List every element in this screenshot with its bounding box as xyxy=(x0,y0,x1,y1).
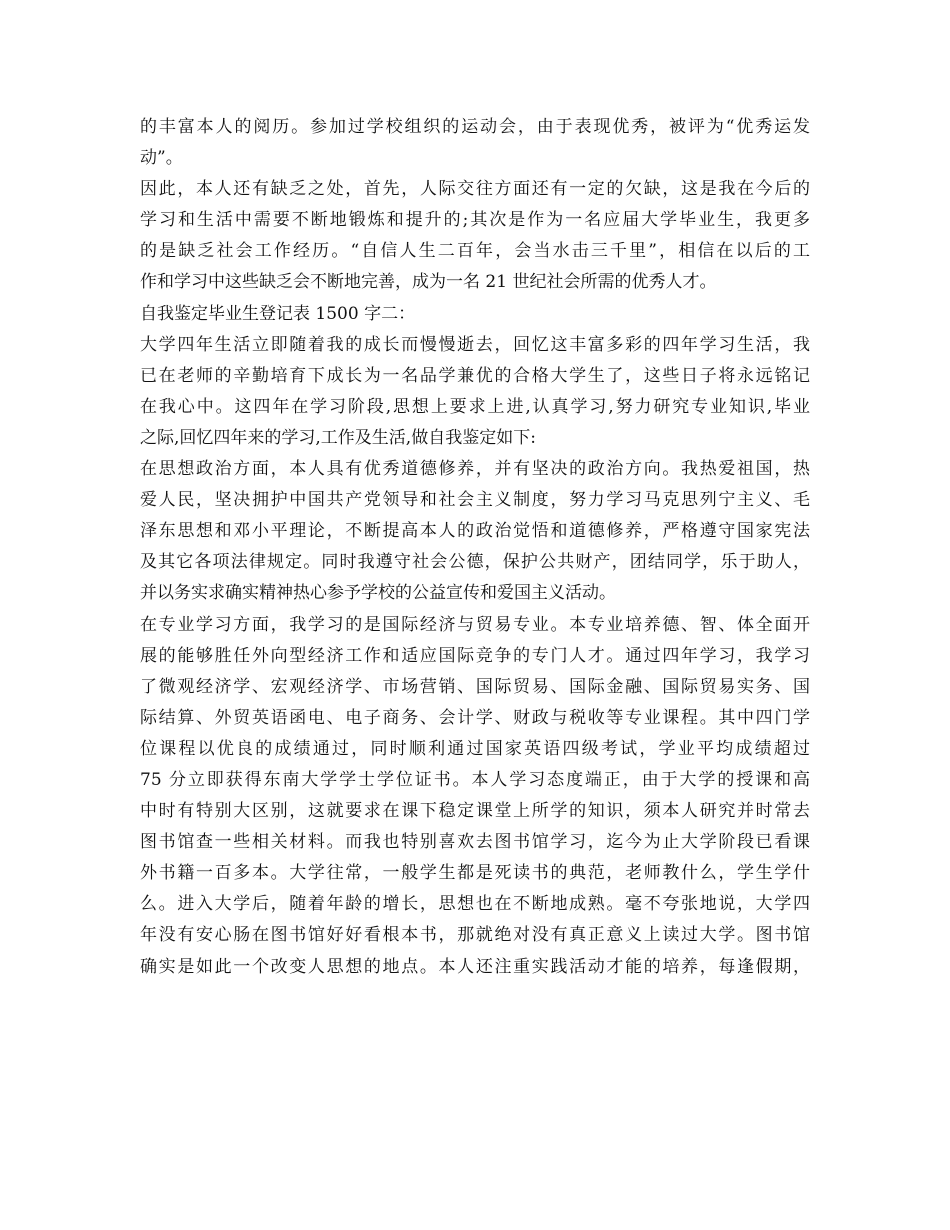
text-line: 际结算、外贸英语函电、电子商务、会计学、财政与税收等专业课程。其中四门学 xyxy=(140,707,810,728)
text-line: 自我鉴定毕业生登记表 1500 字二： xyxy=(140,303,416,324)
text-line: 学习和生活中需要不断地锻炼和提升的;其次是作为一名应届大学毕业生，我更多 xyxy=(140,210,810,231)
text-line: 在专业学习方面，我学习的是国际经济与贸易专业。本专业培养德、智、体全面开 xyxy=(140,614,810,635)
text-line: 因此，本人还有缺乏之处，首先，人际交往方面还有一定的欠缺，这是我在今后的 xyxy=(140,179,810,200)
text-line: 的丰富本人的阅历。参加过学校组织的运动会，由于表现优秀，被评为“优秀运发 xyxy=(140,117,810,137)
text-line: 展的能够胜任外向型经济工作和适应国际竞争的专门人才。通过四年学习，我学习 xyxy=(140,645,810,666)
text-line: 在思想政治方面，本人具有优秀道德修养，并有坚决的政治方向。我热爱祖国，热 xyxy=(140,459,810,480)
text-line: 爱人民，坚决拥护中国共产党领导和社会主义制度，努力学习马克思列宁主义、毛 xyxy=(140,490,810,511)
text-line: 图书馆查一些相关材料。而我也特别喜欢去图书馆学习，迄今为止大学阶段已看课 xyxy=(140,832,810,853)
text-line: 确实是如此一个改变人思想的地点。本人还注重实践活动才能的培养，每逢假期， xyxy=(140,956,810,977)
text-line: 75 分立即获得东南大学学士学位证书。本人学习态度端正，由于大学的授课和高 xyxy=(140,769,810,790)
text-line: 么。进入大学后，随着年龄的增长，思想也在不断地成熟。毫不夸张地说，大学四 xyxy=(140,894,810,915)
text-line: 年没有安心肠在图书馆好好看根本书，那就绝对没有真正意义上读过大学。图书馆 xyxy=(140,925,810,946)
text-line: 已在老师的辛勤培育下成长为一名品学兼优的合格大学生了，这些日子将永远铭记 xyxy=(140,365,810,386)
text-line: 及其它各项法律规定。同时我遵守社会公德，保护公共财产，团结同学，乐于助人， xyxy=(140,552,810,573)
text-line: 动”。 xyxy=(140,148,183,169)
text-line: 位课程以优良的成绩通过，同时顺利通过国家英语四级考试，学业平均成绩超过 xyxy=(140,738,810,759)
text-line: 泽东思想和邓小平理论，不断提高本人的政治觉悟和道德修养，严格遵守国家宪法 xyxy=(140,521,810,542)
text-line: 的是缺乏社会工作经历。“自信人生二百年，会当水击三千里”，相信在以后的工 xyxy=(140,241,810,262)
text-line: 了微观经济学、宏观经济学、市场营销、国际贸易、国际金融、国际贸易实务、国 xyxy=(140,676,810,697)
text-line: 大学四年生活立即随着我的成长而慢慢逝去，回忆这丰富多彩的四年学习生活，我 xyxy=(140,334,810,355)
text-line: 之际,回忆四年来的学习,工作及生活,做自我鉴定如下: xyxy=(140,427,536,448)
document-body-text xyxy=(140,112,810,983)
text-line: 并以务实求确实精神热心参予学校的公益宣传和爱国主义活动。 xyxy=(140,583,616,604)
text-line: 在我心中。这四年在学习阶段,思想上要求上进,认真学习,努力研究专业知识,毕业 xyxy=(140,396,810,417)
text-line: 作和学习中这些缺乏会不断地完善，成为一名 21 世纪社会所需的优秀人才。 xyxy=(140,272,717,293)
text-line: 外书籍一百多本。大学往常，一般学生都是死读书的典范，老师教什么，学生学什 xyxy=(140,863,810,884)
text-line: 中时有特别大区别，这就要求在课下稳定课堂上所学的知识，须本人研究并时常去 xyxy=(140,801,810,822)
